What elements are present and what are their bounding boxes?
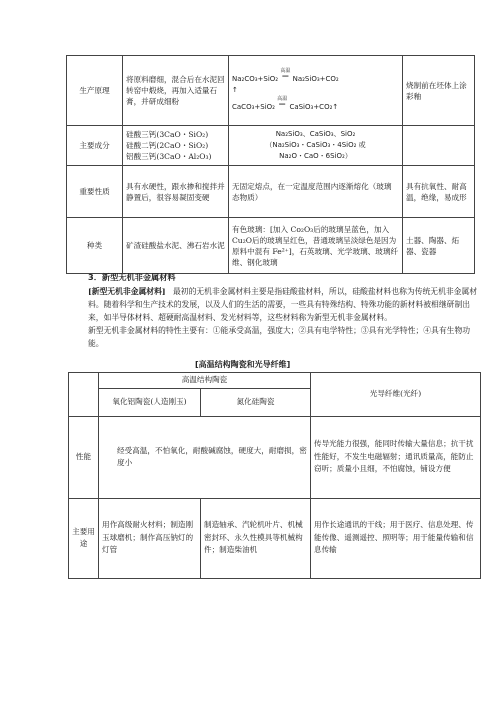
equation-2: CaCO₃+SiO₂ 高温 ══ CaSiO₃+CO₂↑ — [232, 96, 339, 111]
silicon-nitride-uses: 制造轴承、汽轮机叶片、机械密封环、永久性模具等机械构件；制造柴油机 — [201, 498, 311, 578]
ceramics-fiber-table — [68, 372, 481, 579]
fiber-performance: 传导光能力很强，能同时传输大量信息；抗干扰性能好，不发生电磁辐射；通讯质量高，能防止窃听；质量小且细，不怕腐蚀，铺设方便 — [311, 416, 481, 498]
cement-composition: 硅酸三钙(3CaO・SiO₂) 硅酸二钙(2CaO・SiO₂) 铝酸三钙(3CaO・Al₂O₃) — [123, 126, 229, 166]
section-heading: 3．新型无机非金属材料 — [88, 272, 176, 282]
corner-cell — [69, 373, 99, 417]
ceramic-types: 土器、陶器、炻器、瓷器 — [403, 218, 475, 274]
condition-label: 高温 ══ — [277, 96, 288, 108]
table-row — [69, 498, 481, 578]
row-label-types: 种类 — [67, 218, 123, 274]
glass-properties: 无固定熔点，在一定温度范围内逐渐熔化（玻璃态物质） — [229, 166, 403, 218]
glass-composition: Na₂SiO₃、CaSiO₃、SiO₂ （Na₂SiO₃・CaSiO₃・4SiO₂ 或 Na₂O・CaO・6SiO₂） — [229, 126, 403, 166]
table-caption: [高温结构陶瓷和光导纤维] — [195, 360, 291, 369]
paragraph-2: 新型无机非金属材料的特性主要有：①能承受高温，强度大；②具有电学特性；③具有光学特性；④具有生物功能。 — [88, 326, 471, 348]
table-row — [67, 126, 475, 166]
silicate-materials-table — [66, 55, 475, 274]
table-row — [69, 373, 481, 389]
alumina-uses: 用作高级耐火材料；制造刚玉球磨机；制作高压钠灯的灯管 — [99, 498, 201, 578]
row-label-composition: 主要成分 — [67, 126, 123, 166]
cement-production: 将原料磨细，混合后在水泥回转窑中煅烧，再加入适量石膏，并研成细粉 — [123, 56, 229, 126]
paragraph-1: [新型无机非金属材料] 最初的无机非金属材料主要是指硅酸盐材料，所以，硅酸盐材料也称为传统无机非金属材料。随着科学和生产技术的发展，以及人们的生活的需要，一些具有特殊结构、特殊功能的新材料被相继研制出来，如半导体材料、超硬耐高温材料、发光材料等，这些材料称为新型无机非金属材料。 — [88, 287, 478, 322]
group-header: 高温结构陶瓷 — [99, 373, 311, 389]
header-fiber: 光导纤维(光纤) — [311, 373, 481, 417]
row-label-production: 生产原理 — [67, 56, 123, 126]
cement-properties: 具有水硬性，跟水掺和搅拌并静置后，很容易凝固变硬 — [123, 166, 229, 218]
fiber-uses: 用作长途通讯的干线；用于医疗、信息处理、传能传像、遥测遥控、照明等；用于能量传输和信息传输 — [311, 498, 481, 578]
ceramic-composition — [403, 126, 475, 166]
row-label-properties: 重要性质 — [67, 166, 123, 218]
table-row — [67, 218, 475, 274]
row-label-uses: 主要用途 — [69, 498, 99, 578]
row-label-performance: 性能 — [69, 416, 99, 498]
condition-label: 高温 ══ — [280, 68, 291, 80]
header-silicon-nitride: 氮化硅陶瓷 — [201, 388, 311, 416]
gas-arrow: ↑ — [232, 86, 238, 94]
section-body — [88, 285, 480, 350]
table-row — [67, 56, 475, 126]
ceramic-properties: 具有抗氧性、耐高温，绝缘，易成形 — [403, 166, 475, 218]
ceramic-performance: 经受高温，不怕氧化，耐酸碱腐蚀，硬度大，耐磨损，密度小 — [99, 416, 311, 498]
cement-types: 矿渣硅酸盐水泥、沸石岩水泥 — [123, 218, 229, 274]
glass-types: 有色玻璃：[加入 Co₂O₃后的玻璃呈蓝色，加入 Cu₂O后的玻璃呈红色，普通玻璃呈淡绿色是因为原料中混有 Fe²⁺]，石英玻璃、光学玻璃、玻璃纤维、钢化玻璃 — [229, 218, 403, 274]
topic-tag: [新型无机非金属材料] — [88, 287, 166, 296]
header-alumina: 氧化铝陶瓷(人造刚玉) — [99, 388, 201, 416]
glass-production-equations — [229, 56, 403, 126]
table-row — [69, 416, 481, 498]
equation-1: Na₂CO₃+SiO₂ 高温 ══ Na₂SiO₃+CO₂ — [232, 68, 339, 83]
ceramic-production: 烧制前在坯体上涂彩釉 — [403, 56, 475, 126]
table-row — [67, 166, 475, 218]
